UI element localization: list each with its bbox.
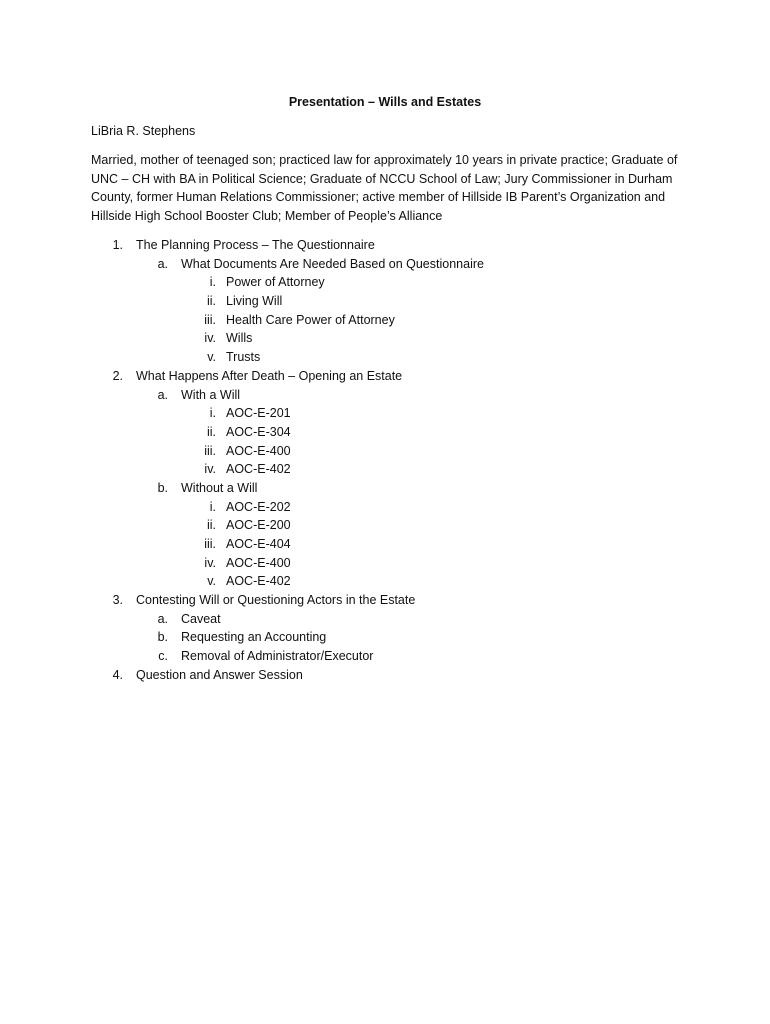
outline-item-level-3 bbox=[0, 348, 770, 367]
outline-item-level-3 bbox=[0, 535, 770, 554]
outline-item-level-3 bbox=[0, 311, 770, 330]
outline-item-level-1 bbox=[0, 367, 770, 386]
outline-item-level-3 bbox=[0, 442, 770, 461]
outline-item-text: Question and Answer Session bbox=[136, 667, 303, 682]
outline-item-text: Caveat bbox=[181, 611, 221, 626]
outline-item-text: Removal of Administrator/Executor bbox=[181, 649, 374, 664]
outline-item-level-3 bbox=[0, 404, 770, 423]
outline-item-text: Without a Will bbox=[181, 480, 258, 495]
outline-item-level-2 bbox=[0, 647, 770, 666]
outline-item-level-3 bbox=[0, 572, 770, 591]
outline-item-marker: iii. bbox=[204, 537, 216, 551]
outline-item-text: Requesting an Accounting bbox=[181, 630, 327, 645]
outline-item-level-2 bbox=[0, 628, 770, 647]
outline-item-marker: iii. bbox=[204, 443, 216, 458]
outline-item-text: Living Will bbox=[226, 294, 283, 309]
outline-item-text: Contesting Will or Questioning Actors in the Estate bbox=[136, 593, 416, 608]
outline-item-level-2 bbox=[0, 479, 770, 498]
outline-item-marker: iv. bbox=[204, 462, 216, 477]
outline-item-text: The Planning Process – The Questionnaire bbox=[136, 238, 375, 252]
outline-item-text: AOC-E-202 bbox=[226, 499, 291, 514]
outline-item-marker: iv. bbox=[204, 555, 216, 570]
outline-item-level-3 bbox=[0, 554, 770, 573]
outline-item-text: Health Care Power of Attorney bbox=[226, 312, 395, 327]
outline-item-text: Trusts bbox=[226, 350, 261, 365]
outline-item-text: AOC-E-402 bbox=[226, 462, 291, 477]
outline-item-marker: v. bbox=[207, 574, 216, 589]
outline-item-marker: a. bbox=[157, 611, 168, 626]
outline-item-text: AOC-E-200 bbox=[226, 518, 291, 533]
outline-item-level-3 bbox=[0, 292, 770, 311]
outline-item-level-2 bbox=[0, 386, 770, 405]
outline-item-marker: 4. bbox=[112, 667, 123, 682]
outline-item-text: AOC-E-404 bbox=[226, 537, 291, 551]
outline-item-level-3 bbox=[0, 273, 770, 292]
outline-item-level-2 bbox=[0, 255, 770, 274]
outline-item-text: Wills bbox=[226, 331, 253, 346]
outline-item-marker: a. bbox=[157, 256, 168, 271]
outline-item-marker: v. bbox=[207, 350, 216, 365]
outline-item-marker: iv. bbox=[204, 331, 216, 346]
outline-item-marker: i. bbox=[209, 499, 216, 514]
outline-item-level-1 bbox=[0, 236, 770, 255]
outline-item-text: With a Will bbox=[181, 387, 241, 402]
outline-item-text: AOC-E-304 bbox=[226, 424, 291, 439]
outline-item-marker: b. bbox=[157, 630, 168, 645]
outline-item-level-1 bbox=[0, 591, 770, 610]
document-title: Presentation – Wills and Estates bbox=[288, 95, 482, 109]
outline-item-text: AOC-E-400 bbox=[226, 443, 291, 458]
outline-item-level-1 bbox=[0, 666, 770, 685]
outline-item-marker: c. bbox=[158, 649, 168, 664]
outline-item-text: AOC-E-402 bbox=[226, 574, 291, 589]
outline-item-text: AOC-E-400 bbox=[226, 555, 291, 570]
outline-item-marker: 3. bbox=[112, 593, 123, 608]
outline-item-marker: iii. bbox=[204, 312, 216, 327]
outline-item-level-3 bbox=[0, 460, 770, 479]
outline-item-marker: a. bbox=[157, 387, 168, 402]
outline-item-text: What Happens After Death – Opening an Estate bbox=[136, 368, 403, 383]
author-name: LiBria R. Stephens bbox=[91, 124, 196, 138]
outline-item-marker: ii. bbox=[206, 518, 216, 533]
outline-item-level-3 bbox=[0, 329, 770, 348]
outline-item-marker: i. bbox=[209, 406, 216, 421]
outline-item-marker: ii. bbox=[206, 424, 216, 439]
author-bio: Married, mother of teenaged son; practiced law for approximately 10 years in private practice; Graduate of UNC – CH with BA in Political Science; Graduate of NCCU School of Law; Jury Commissioner in Durham County, former Human Relations Commissioner; active member of Hillside IB Parent’s Organization and Hillside High School Booster Club; Member of People’s Alliance bbox=[91, 153, 678, 224]
outline-item-marker: ii. bbox=[206, 294, 216, 309]
outline-item-text: AOC-E-201 bbox=[226, 406, 291, 421]
outline-item-marker: 2. bbox=[112, 368, 123, 383]
outline-item-marker: i. bbox=[209, 275, 216, 290]
outline-item-level-3 bbox=[0, 498, 770, 517]
outline-item-marker: b. bbox=[157, 480, 168, 495]
outline-item-marker: 1. bbox=[112, 238, 123, 252]
outline-item-level-3 bbox=[0, 516, 770, 535]
presentation-outline bbox=[0, 236, 770, 685]
outline-item-level-2 bbox=[0, 610, 770, 629]
outline-item-level-3 bbox=[0, 423, 770, 442]
outline-item-text: What Documents Are Needed Based on Questionnaire bbox=[181, 256, 484, 271]
outline-item-text: Power of Attorney bbox=[226, 275, 325, 290]
